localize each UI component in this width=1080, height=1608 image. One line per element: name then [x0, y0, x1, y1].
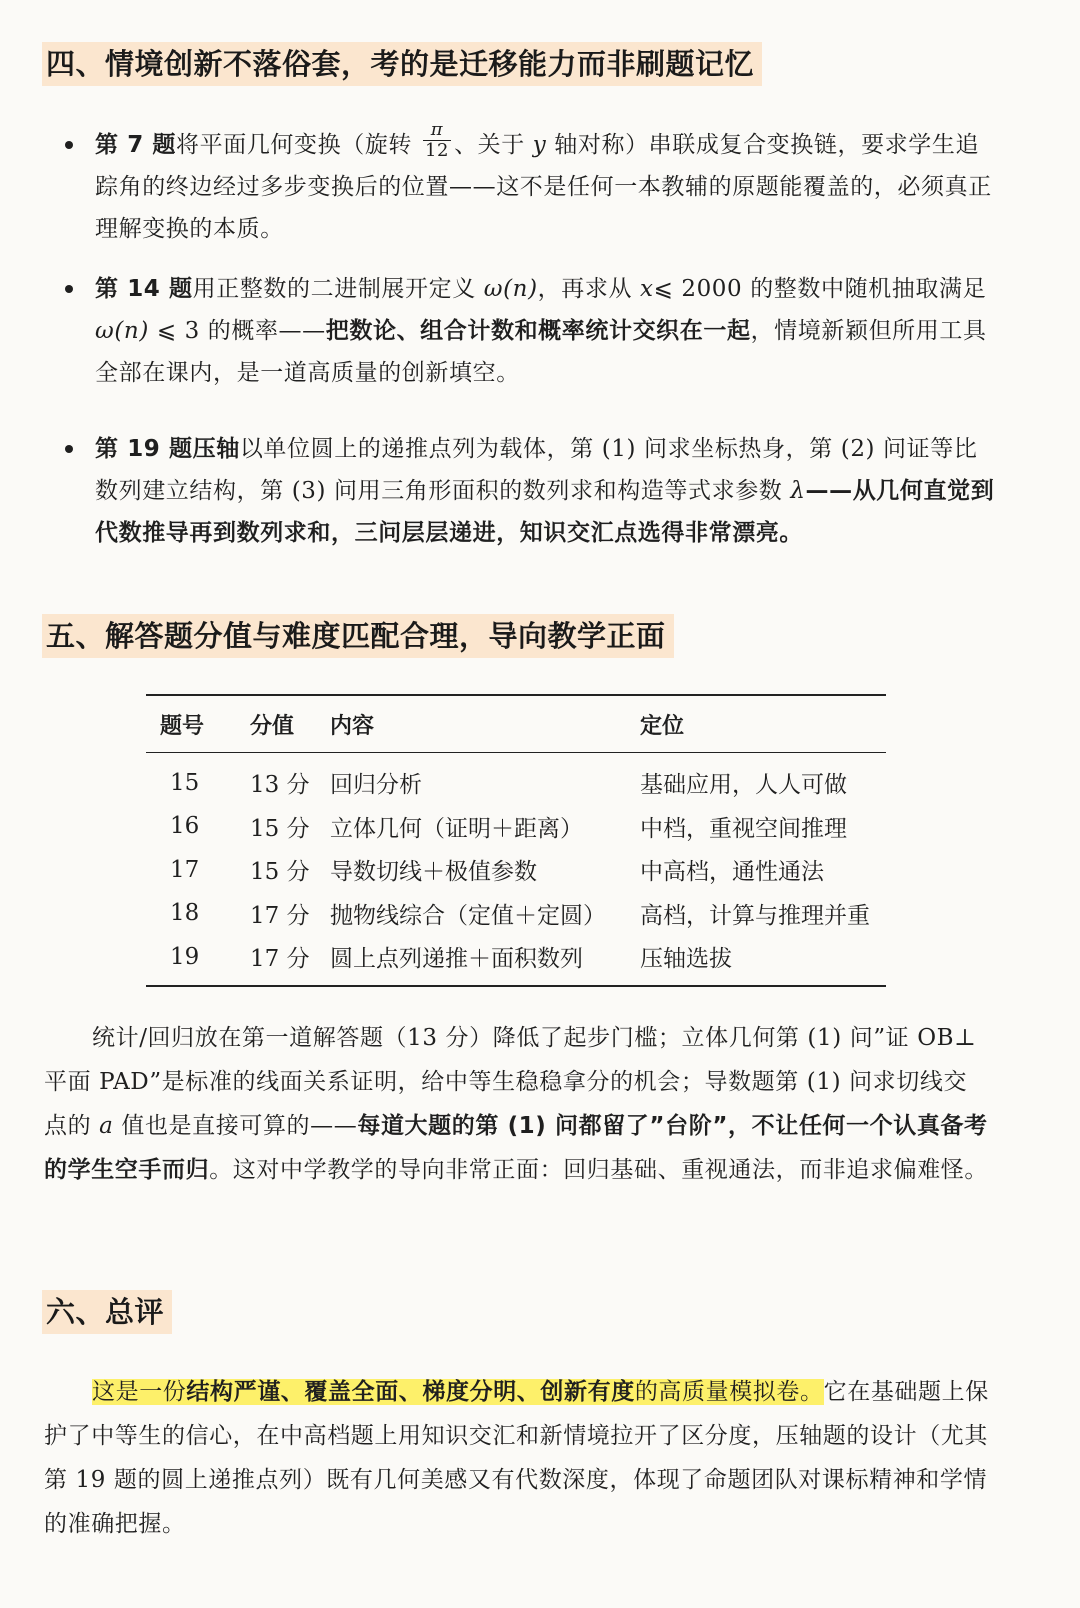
math-omega-n: ω(n) — [95, 318, 149, 344]
section-5-heading: 五、解答题分值与难度匹配合理，导向教学正面 — [42, 614, 674, 658]
header-number: 题号 — [160, 713, 205, 739]
bullet-text: 轴对称）串联成复合变换链，要求学生追踪角的终边经过多步变换后的位置——这不是任何一本教辅的原题能覆盖的，必须真正理解变换的本质。 — [95, 132, 992, 242]
cell-position: 中档，重视空间推理 — [640, 815, 847, 842]
bullet-text: 用正整数的二进制展开定义 — [192, 276, 484, 302]
bullet-text: 将平面几何变换（旋转 — [176, 132, 420, 158]
highlight-emphasis: 结构严谨、覆盖全面、梯度分明、创新有度 — [186, 1379, 635, 1405]
cell-score: 13 分 — [250, 772, 310, 799]
bullet-emphasis: ——从几何直觉到代数推导再到数列求和，三问层层递进，知识交汇点选得非常漂亮。 — [95, 478, 995, 546]
bullet-text: 、关于 — [454, 132, 533, 158]
cell-number: 16 — [170, 813, 200, 840]
cell-number: 17 — [170, 856, 200, 883]
highlight-part: 的高质量模拟卷。 — [634, 1379, 824, 1405]
table-row — [146, 805, 886, 849]
bullet-question-19 — [95, 428, 995, 554]
bullet-dot-icon — [65, 141, 73, 149]
paragraph-emphasis: 每道大题的第 (1) 问都留了”台阶”，不让任何一个认真备考的学生空手而归 — [44, 1113, 988, 1183]
bullet-lead: 第 14 题 — [95, 276, 193, 302]
section-4-heading: 四、情境创新不落俗套，考的是迁移能力而非刷题记忆 — [42, 42, 762, 86]
table-row — [146, 935, 886, 986]
table-row — [146, 892, 886, 936]
bullet-text: 以单位圆上的递推点列为载体，第 (1) 问求坐标热身，第 (2) 问证等比数列建立结构，第 (3) 问用三角形面积的数列求和构造等式求参数 — [95, 436, 978, 504]
cell-content: 回归分析 — [330, 772, 422, 799]
bullet-lead: 第 19 题压轴 — [95, 436, 240, 462]
table-row — [146, 753, 886, 805]
header-score: 分值 — [250, 713, 295, 739]
cell-position: 压轴选拔 — [640, 946, 732, 973]
cell-number: 18 — [170, 900, 200, 927]
bullet-dot-icon — [65, 445, 73, 453]
cell-position: 中高档，通性通法 — [640, 859, 824, 886]
table-header-row — [146, 695, 886, 753]
paragraph-text: 值也是直接可算的—— — [113, 1113, 358, 1139]
math-var-x: x — [639, 276, 654, 302]
cell-content: 导数切线＋极值参数 — [330, 859, 537, 886]
fraction-numerator: π — [430, 118, 444, 140]
bullet-text: ，再求从 — [537, 276, 640, 302]
bullet-text: ，情境新颖但所用工具全部在课内，是一道高质量的创新填空。 — [95, 318, 987, 386]
paragraph-text: 。这对中学教学的导向非常正面：回归基础、重视通法，而非追求偏难怪。 — [209, 1157, 989, 1183]
bullet-text: ⩽ 3 的概率—— — [148, 318, 326, 344]
cell-score: 17 分 — [250, 902, 310, 929]
math-var-a: a — [99, 1113, 114, 1139]
cell-content: 抛物线综合（定值＋定圆） — [330, 902, 606, 929]
header-position: 定位 — [640, 713, 685, 739]
fraction-pi-12 — [423, 120, 451, 161]
section-5-paragraph — [44, 1016, 990, 1192]
cell-score: 15 分 — [250, 815, 310, 842]
highlight-part: 这是一份 — [92, 1379, 187, 1405]
paragraph-text: 它在基础题上保护了中等生的信心，在中高档题上用知识交汇和新情境拉开了区分度，压轴题的设计（尤其第 19 题的圆上递推点列）既有几何美感又有代数深度，体现了命题团队对课标精神和学情的准确把握。 — [44, 1379, 989, 1537]
highlight-text — [92, 1379, 824, 1405]
cell-content: 圆上点列递推＋面积数列 — [330, 946, 583, 973]
cell-content: 立体几何（证明＋距离） — [330, 815, 583, 842]
math-var-y: y — [532, 132, 547, 158]
bullet-dot-icon — [65, 285, 73, 293]
bullet-lead: 第 7 题 — [95, 132, 177, 158]
table-row — [146, 848, 886, 892]
cell-score: 17 分 — [250, 946, 310, 973]
cell-number: 15 — [170, 769, 200, 796]
summary-paragraph — [44, 1370, 990, 1546]
math-omega-n: ω(n) — [483, 276, 538, 302]
bullet-emphasis: 把数论、组合计数和概率统计交织在一起 — [325, 318, 751, 344]
math-lambda: λ — [790, 478, 806, 504]
bullet-question-14 — [95, 268, 995, 394]
cell-position: 高档，计算与推理并重 — [640, 902, 870, 929]
bullet-text: ⩽ 2000 的整数中随机抽取满足 — [653, 276, 987, 302]
paragraph-text: 统计/回归放在第一道解答题（13 分）降低了起步门槛；立体几何第 (1) 问”证 OB⊥平面 PAD”是标准的线面关系证明，给中等生稳稳拿分的机会；导数题第 (1) 问求切线交点的 — [44, 1025, 977, 1139]
score-table — [146, 694, 886, 987]
fraction-denominator: 12 — [424, 139, 450, 161]
bullet-question-7 — [95, 118, 995, 250]
header-content: 内容 — [330, 713, 375, 739]
cell-position: 基础应用，人人可做 — [640, 772, 847, 799]
cell-number: 19 — [170, 943, 200, 970]
section-6-heading: 六、总评 — [42, 1290, 172, 1334]
cell-score: 15 分 — [250, 859, 310, 886]
